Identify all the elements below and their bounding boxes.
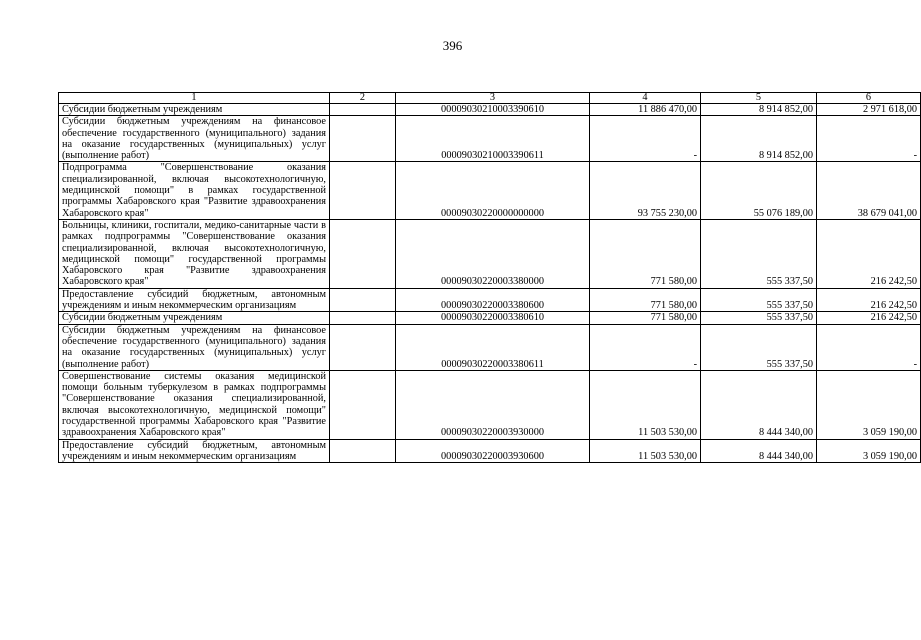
row-name-cell: Субсидии бюджетным учреждениям на финансовое обеспечение государственного (муниципального) задания на оказание государственных (муниципальных) услуг (выполнение работ): [59, 324, 330, 370]
row-value-col4: -: [590, 116, 701, 162]
row-value-col5: 8 914 852,00: [701, 116, 817, 162]
row-name-cell: Предоставление субсидий бюджетным, автономным учреждениям и иным некоммерческим организациям: [59, 288, 330, 312]
row-col2-cell: [330, 370, 396, 439]
row-value-col6: 216 242,50: [817, 219, 921, 288]
row-code-cell: 00009030220003380610: [396, 312, 590, 324]
table-row: [59, 439, 921, 463]
row-col2-cell: [330, 116, 396, 162]
row-value-col6: -: [817, 324, 921, 370]
row-value-col6: 2 971 618,00: [817, 104, 921, 116]
row-name-cell: Совершенствование системы оказания медицинской помощи больным туберкулезом в рамках подпрограммы "Совершенствование оказания специализированной, включая высокотехнологичную, медицинской помощи" государственной программы Хабаровского края "Развитие здравоохранения Хабаровского края": [59, 370, 330, 439]
row-code-cell: 00009030220003930600: [396, 439, 590, 463]
row-code-cell: 00009030220000000000: [396, 162, 590, 219]
row-col2-cell: [330, 324, 396, 370]
column-header-4: 4: [590, 93, 701, 104]
row-value-col6: 38 679 041,00: [817, 162, 921, 219]
page-number: 396: [442, 38, 463, 53]
row-value-col5: 8 444 340,00: [701, 439, 817, 463]
row-col2-cell: [330, 219, 396, 288]
row-value-col5: 8 444 340,00: [701, 370, 817, 439]
row-value-col5: 555 337,50: [701, 288, 817, 312]
column-header-5: 5: [701, 93, 817, 104]
row-value-col4: 771 580,00: [590, 312, 701, 324]
row-code-cell: 00009030220003930000: [396, 370, 590, 439]
row-value-col5: 555 337,50: [701, 312, 817, 324]
table-body: [59, 93, 921, 463]
row-value-col6: 3 059 190,00: [817, 370, 921, 439]
table-row: [59, 116, 921, 162]
row-name-cell: Подпрограмма "Совершенствование оказания специализированной, включая высокотехнологичную, медицинской помощи" в рамках государственной программы Хабаровского края "Развитие здравоохранения Хабаровского края": [59, 162, 330, 219]
row-value-col5: 8 914 852,00: [701, 104, 817, 116]
row-col2-cell: [330, 162, 396, 219]
column-header-1: 1: [59, 93, 330, 104]
row-name-cell: Больницы, клиники, госпитали, медико-санитарные части в рамках подпрограммы "Совершенствование оказания специализированной, включая высокотехнологичную, медицинской помощи" государственной программы Хабаровского края "Развитие здравоохранения Хабаровского края": [59, 219, 330, 288]
row-col2-cell: [330, 104, 396, 116]
row-value-col4: 771 580,00: [590, 219, 701, 288]
row-col2-cell: [330, 288, 396, 312]
row-value-col5: 555 337,50: [701, 219, 817, 288]
row-value-col6: 216 242,50: [817, 288, 921, 312]
row-code-cell: 00009030220003380000: [396, 219, 590, 288]
row-value-col4: 11 886 470,00: [590, 104, 701, 116]
column-header-2: 2: [330, 93, 396, 104]
row-name-cell: Субсидии бюджетным учреждениям: [59, 104, 330, 116]
row-name-cell: Субсидии бюджетным учреждениям: [59, 312, 330, 324]
row-value-col4: 771 580,00: [590, 288, 701, 312]
row-value-col5: 555 337,50: [701, 324, 817, 370]
row-value-col6: 216 242,50: [817, 312, 921, 324]
row-value-col4: 11 503 530,00: [590, 439, 701, 463]
column-header-3: 3: [396, 93, 590, 104]
table-row: [59, 312, 921, 324]
row-col2-cell: [330, 312, 396, 324]
row-value-col5: 55 076 189,00: [701, 162, 817, 219]
table-row: [59, 104, 921, 116]
row-value-col6: 3 059 190,00: [817, 439, 921, 463]
table-row: [59, 324, 921, 370]
row-value-col6: -: [817, 116, 921, 162]
table-row: [59, 288, 921, 312]
row-code-cell: 00009030220003380611: [396, 324, 590, 370]
row-name-cell: Предоставление субсидий бюджетным, автономным учреждениям и иным некоммерческим организациям: [59, 439, 330, 463]
budget-table: [58, 92, 921, 463]
row-value-col4: -: [590, 324, 701, 370]
row-value-col4: 93 755 230,00: [590, 162, 701, 219]
row-value-col4: 11 503 530,00: [590, 370, 701, 439]
column-header-6: 6: [817, 93, 921, 104]
table-header-row: [59, 93, 921, 104]
row-col2-cell: [330, 439, 396, 463]
table-row: [59, 219, 921, 288]
row-code-cell: 00009030210003390610: [396, 104, 590, 116]
row-name-cell: Субсидии бюджетным учреждениям на финансовое обеспечение государственного (муниципального) задания на оказание государственных (муниципальных) услуг (выполнение работ): [59, 116, 330, 162]
table-row: [59, 162, 921, 219]
row-code-cell: 00009030220003380600: [396, 288, 590, 312]
table-row: [59, 370, 921, 439]
row-code-cell: 00009030210003390611: [396, 116, 590, 162]
